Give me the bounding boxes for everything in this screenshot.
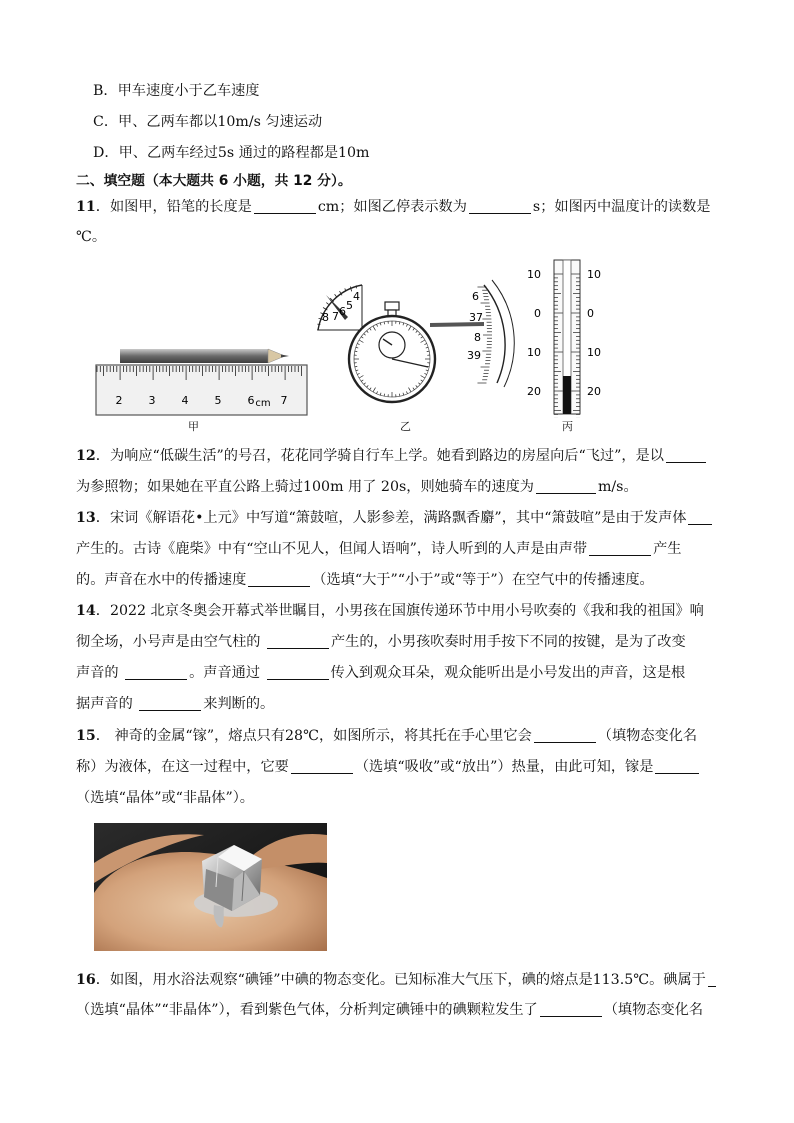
ruler-label: 5 bbox=[214, 394, 222, 407]
stopwatch-crown bbox=[385, 302, 399, 310]
answer-blank[interactable] bbox=[291, 757, 353, 774]
thermo-label: 20 bbox=[527, 385, 541, 398]
answer-blank[interactable] bbox=[540, 1000, 602, 1017]
stopwatch-caption: 乙 bbox=[400, 420, 411, 433]
ruler-caption: 甲 bbox=[188, 420, 199, 433]
question-13-line-1: 13．宋词《解语花•上元》中写道“箫鼓喧，人影参差，满路飘香麝”，其中“箫鼓喧”是由于发声体 bbox=[76, 507, 714, 529]
thermo-label: 10 bbox=[587, 346, 601, 359]
ruler-unit: cm bbox=[255, 398, 271, 409]
inner-dial-label: 8 bbox=[322, 311, 329, 324]
question-16-line-2: （选填“晶体”“非晶体”），看到紫色气体，分析判定碘锤中的碘颗粒发生了 （填物态变化名 bbox=[76, 1002, 704, 1018]
answer-blank[interactable] bbox=[248, 570, 310, 587]
answer-blank[interactable] bbox=[267, 663, 329, 680]
inner-dial-label: 7 bbox=[332, 310, 339, 323]
question-number: 12 bbox=[76, 448, 96, 464]
ruler-figure bbox=[95, 335, 310, 417]
question-11-line-2: ℃。 bbox=[76, 229, 107, 245]
ruler-label: 7 bbox=[280, 394, 288, 407]
answer-blank[interactable] bbox=[139, 694, 201, 711]
question-number: 13 bbox=[76, 510, 96, 526]
thermometer-caption: 丙 bbox=[562, 420, 573, 433]
inner-dial-label: 6 bbox=[339, 305, 346, 318]
option-b: B．甲车速度小于乙车速度 bbox=[93, 83, 260, 99]
question-11-line-1: 11．如图甲，铅笔的长度是 cm；如图乙停表示数为 s；如图丙中温度计的读数是 bbox=[76, 199, 711, 215]
section-title: 二、填空题（本大题共 6 小题，共 12 分）。 bbox=[76, 173, 352, 189]
thermo-label: 10 bbox=[527, 268, 541, 281]
ruler-label: 4 bbox=[181, 394, 189, 407]
thermo-label: 0 bbox=[534, 307, 541, 320]
stopwatch-figure bbox=[312, 265, 532, 415]
inner-dial-label: 4 bbox=[353, 290, 360, 303]
answer-blank[interactable] bbox=[469, 197, 531, 214]
answer-blank[interactable] bbox=[267, 632, 329, 649]
outer-dial-label: 6 bbox=[472, 290, 479, 303]
thermo-label: 10 bbox=[587, 268, 601, 281]
ruler-label: 2 bbox=[115, 394, 123, 407]
ruler-label: 6 bbox=[247, 394, 255, 407]
answer-blank[interactable] bbox=[125, 663, 187, 680]
question-number: 16 bbox=[76, 972, 96, 988]
question-13-line-2: 产生的。古诗《鹿柴》中有“空山不见人，但闻人语响”，诗人听到的人声是由声带 产生 bbox=[76, 541, 682, 557]
answer-blank[interactable] bbox=[534, 726, 596, 743]
question-number: 14 bbox=[76, 603, 96, 619]
thermo-label: 20 bbox=[587, 385, 601, 398]
outer-dial-label: 8 bbox=[474, 331, 481, 344]
question-13-line-3: 的。声音在水中的传播速度 （选填“大于”“小于”或“等于”）在空气中的传播速度。 bbox=[76, 572, 654, 588]
answer-blank[interactable] bbox=[589, 539, 651, 556]
answer-blank[interactable] bbox=[254, 197, 316, 214]
question-12-line-1: 12．为响应“低碳生活”的号召，花花同学骑自行车上学。她看到路边的房屋向后“飞过”，是以 bbox=[76, 445, 708, 467]
answer-blank[interactable] bbox=[688, 508, 712, 525]
question-15-line-2: 称）为液体，在这一过程中，它要 （选填“吸收”或“放出”）热量，由此可知，镓是 bbox=[76, 756, 701, 778]
option-d: D．甲、乙两车经过5s 通过的路程都是10m bbox=[93, 145, 370, 161]
thermometer-figure bbox=[525, 258, 610, 418]
question-number: 15 bbox=[76, 728, 96, 744]
question-15-line-3: （选填“晶体”或“非晶体”）。 bbox=[76, 790, 254, 806]
answer-blank[interactable] bbox=[536, 477, 596, 494]
inner-dial-label: 5 bbox=[346, 299, 353, 312]
question-16-line-1: 16．如图，用水浴法观察“碘锤”中碘的物态变化。已知标准大气压下，碘的熔点是113.5℃。碘属于 bbox=[76, 969, 718, 991]
option-c: C．甲、乙两车都以10m/s 匀速运动 bbox=[93, 114, 323, 130]
ruler-body bbox=[96, 365, 307, 415]
outer-dial-label: 37 bbox=[469, 311, 483, 324]
thermo-label: 0 bbox=[587, 307, 594, 320]
outer-dial-label: 39 bbox=[467, 349, 481, 362]
answer-blank[interactable] bbox=[666, 446, 706, 463]
answer-blank[interactable] bbox=[655, 757, 699, 774]
question-14-line-4: 据声音的 来判断的。 bbox=[76, 696, 275, 712]
question-14-line-1: 14．2022 北京冬奥会开幕式举世瞩目，小男孩在国旗传递环节中用小号吹奏的《我和我的祖国》响 bbox=[76, 603, 704, 619]
ruler-label: 3 bbox=[148, 394, 156, 407]
answer-blank[interactable] bbox=[708, 970, 716, 987]
pencil-body bbox=[120, 349, 268, 363]
question-15-line-1: 15． 神奇的金属“镓”，熔点只有28℃，如图所示，将其托在手心里它会 （填物态变化名 bbox=[76, 728, 698, 744]
question-number: 11 bbox=[76, 199, 96, 215]
gallium-photo bbox=[94, 823, 327, 951]
mercury-column bbox=[563, 376, 571, 414]
question-14-line-2: 彻全场，小号声是由空气柱的 产生的，小男孩吹奏时用手按下不同的按键，是为了改变 bbox=[76, 634, 686, 650]
thermo-label: 10 bbox=[527, 346, 541, 359]
question-14-line-3: 声音的 。声音通过 传入到观众耳朵，观众能听出是小号发出的声音，这是根 bbox=[76, 665, 686, 681]
question-12-line-2: 为参照物；如果她在平直公路上骑过100m 用了 20s，则她骑车的速度为 m/s。 bbox=[76, 479, 638, 495]
